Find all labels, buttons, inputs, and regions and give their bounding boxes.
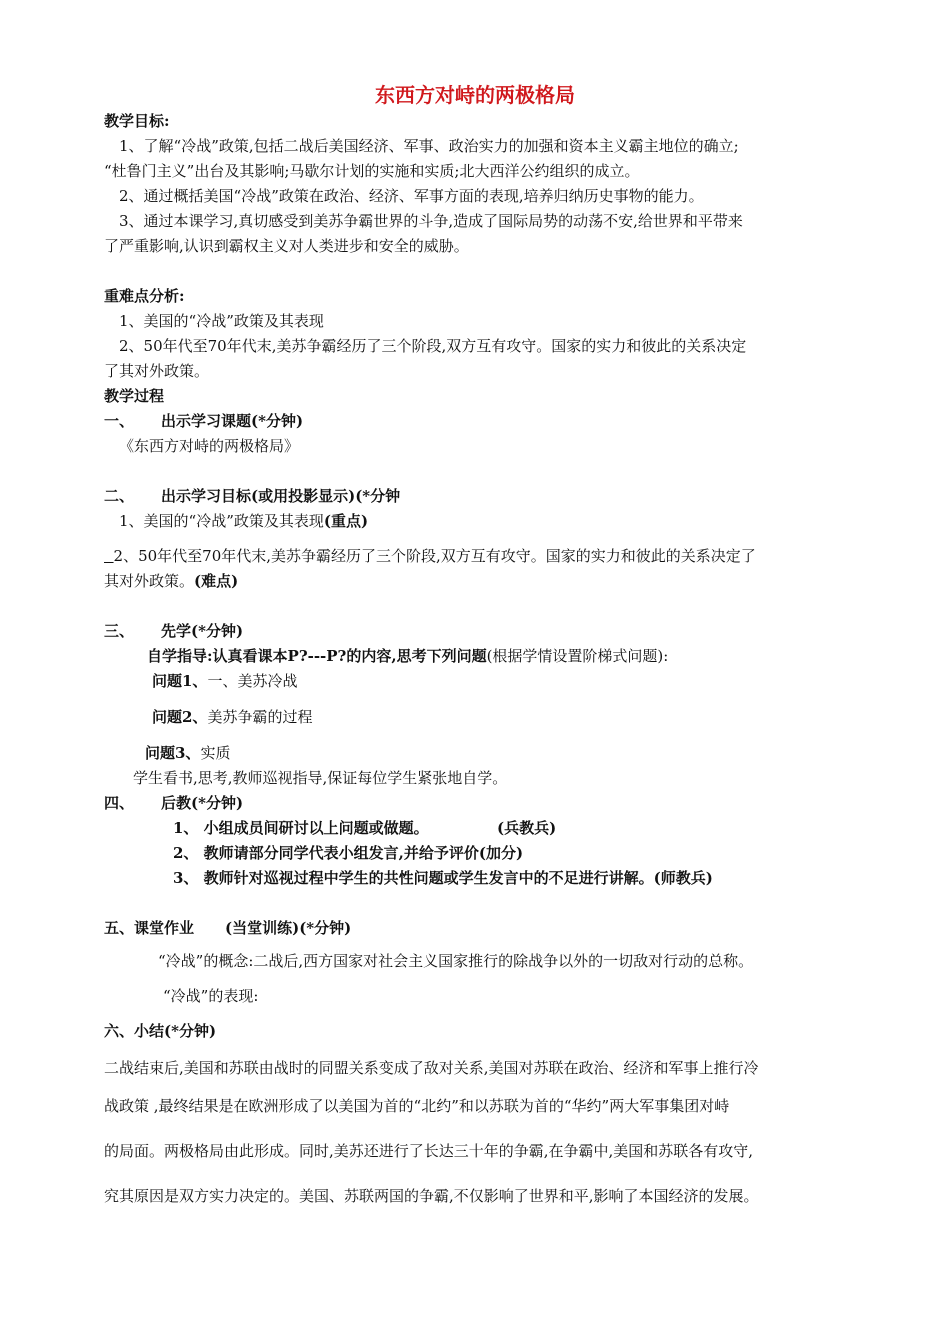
question-3-label: 问题3、 [145, 744, 201, 762]
section-1-title: 出示学习课题(*分钟) [161, 412, 304, 430]
section-2-line-3 [104, 571, 238, 591]
section-5-line-2: “冷战”的表现: [163, 987, 259, 1005]
keys-line-1: 1、美国的“冷战”政策及其表现 [119, 312, 324, 330]
summary-line-3: 的局面。两极格局由此形成。同时,美苏还进行了长达三十年的争霸,在争霸中,美国和苏联各有攻守, [104, 1142, 754, 1160]
process-heading: 教学过程 [104, 387, 165, 405]
question-2-label: 问题2、 [152, 708, 208, 726]
goals-heading: 教学目标: [104, 112, 170, 130]
section-3-title: 先学(*分钟) [161, 622, 244, 640]
keys-line-2: 2、50年代至70年代末,美苏争霸经历了三个阶段,双方互有攻守。国家的实力和彼此的关系决定 [119, 337, 747, 355]
section-2-title: 出示学习目标(或用投影显示)(*分钟 [161, 487, 401, 505]
goals-line-2: “杜鲁门主义”出台及其影响;马歇尔计划的实施和实质;北大西洋公约组织的成立。 [104, 162, 640, 180]
question-1-label: 问题1、 [152, 672, 208, 690]
section-5-title: 五、课堂作业 [104, 919, 195, 937]
question-3-text: 实质 [200, 744, 231, 762]
section-5-line-1: “冷战”的概念:二战后,西方国家对社会主义国家推行的除战争以外的一切敌对行动的总称。 [158, 952, 754, 970]
difficult-point-tag: (难点) [194, 572, 239, 590]
section-2-line-1 [119, 511, 368, 531]
goals-line-1: 1、了解“冷战”政策,包括二战后美国经济、军事、政治实力的加强和资本主义霸主地位的确立; [119, 137, 739, 155]
section-4-item-1-tag: (兵教兵) [497, 819, 557, 837]
section-3-body: 学生看书,思考,教师巡视指导,保证每位学生紧张地自学。 [133, 769, 508, 787]
question-1-text: 一、美苏冷战 [207, 672, 298, 690]
section-1-body: 《东西方对峙的两极格局》 [119, 437, 300, 455]
section-3-number: 三、 [104, 622, 135, 640]
summary-line-1: 二战结束后,美国和苏联由战时的同盟关系变成了敌对关系,美国对苏联在政治、经济和军事上推行冷 [104, 1059, 759, 1077]
section-4-number: 四、 [104, 794, 135, 812]
question-2-text: 美苏争霸的过程 [207, 708, 313, 726]
self-study-guide-text: 自学指导:认真看课本P?---P?的内容,思考下列问题 [147, 647, 487, 665]
goals-line-5: 了严重影响,认识到霸权主义对人类进步和安全的威胁。 [104, 237, 469, 255]
question-2 [152, 707, 312, 727]
section-1-number: 一、 [104, 412, 135, 430]
underline-lead [104, 547, 114, 565]
section-2-line-3-text: 其对外政策。 [104, 572, 195, 590]
section-2-line-1-text: 1、美国的“冷战”政策及其表现 [119, 512, 324, 530]
question-3 [145, 743, 230, 763]
section-4-item-1: 1、 小组成员间研讨以上问题或做题。 [173, 819, 429, 837]
section-4-item-2: 2、 教师请部分同学代表小组发言,并给予评价(加分) [173, 844, 524, 862]
keys-line-3: 了其对外政策。 [104, 362, 210, 380]
goals-line-4: 3、通过本课学习,真切感受到美苏争霸世界的斗争,造成了国际局势的动荡不安,给世界和平带来 [119, 212, 743, 230]
question-1 [152, 671, 297, 691]
section-5-note: (当堂训练)(*分钟) [225, 919, 352, 937]
section-2-number: 二、 [104, 487, 135, 505]
keys-heading: 重难点分析: [104, 287, 185, 305]
section-2-line-2 [104, 546, 756, 566]
self-study-guide-note: (根据学情设置阶梯式问题): [486, 647, 669, 665]
section-4-item-3: 3、 教师针对巡视过程中学生的共性问题或学生发言中的不足进行讲解。(师教兵) [173, 869, 713, 887]
section-2-line-2-text: 2、50年代至70年代末,美苏争霸经历了三个阶段,双方互有攻守。国家的实力和彼此的关系决定了 [113, 547, 756, 565]
section-6-title: 六、小结(*分钟) [104, 1022, 217, 1040]
page-title: 东西方对峙的两极格局 [375, 83, 575, 107]
key-point-tag: (重点) [323, 512, 369, 530]
summary-line-4: 究其原因是双方实力决定的。美国、苏联两国的争霸,不仅影响了世界和平,影响了本国经济的发展。 [104, 1187, 759, 1205]
summary-line-2: 战政策 ,最终结果是在欧洲形成了以美国为首的“北约”和以苏联为首的“华约”两大军事集团对峙 [104, 1097, 730, 1115]
section-4-title: 后教(*分钟) [161, 794, 244, 812]
goals-line-3: 2、通过概括美国“冷战”政策在政治、经济、军事方面的表现,培养归纳历史事物的能力。 [119, 187, 704, 205]
self-study-guide [147, 646, 668, 666]
